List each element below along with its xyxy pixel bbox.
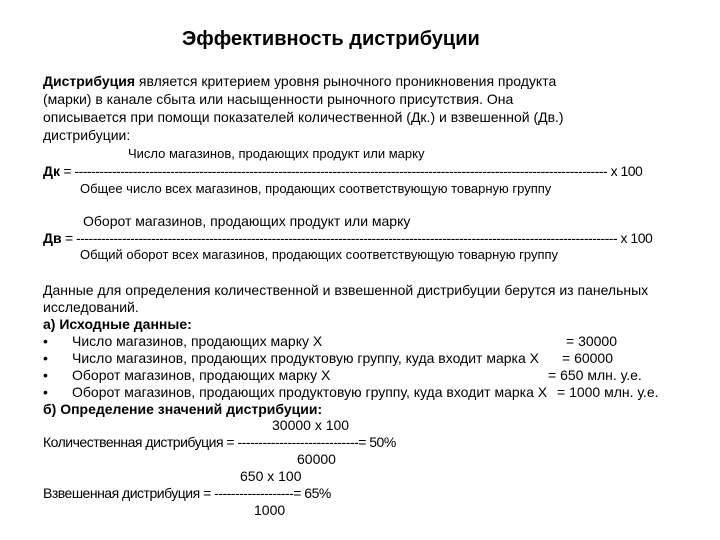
intro-line-1 <box>43 72 556 90</box>
data-source-line-2: исследований. <box>43 299 139 315</box>
intro-line-1-rest: является критерием уровня рыночного проникновения продукта <box>135 73 557 89</box>
page-title: Эффективность дистрибуции <box>182 28 480 50</box>
qty-numerator: 30000 х 100 <box>272 417 350 433</box>
list-item-value: = 1000 млн. у.е. <box>557 384 659 400</box>
data-source-line-1: Данные для определения количественной и взвешенной дистрибуции берутся из панельных <box>43 282 649 298</box>
list-item-text: Оборот магазинов, продающих марку Х <box>72 367 331 383</box>
weighted-numerator: 650 х 100 <box>240 468 302 484</box>
list-item-text: Число магазинов, продающих марку Х <box>72 333 323 349</box>
bullet-icon: • <box>43 384 48 400</box>
intro-line-3: описывается при помощи показателей количественной (Дк.) и взвешенной (Дв.) <box>43 109 564 125</box>
intro-term: Дистрибуция <box>43 73 136 89</box>
list-item-text: Оборот магазинов, продающих продуктовую группу, куда входит марка Х <box>72 384 548 400</box>
formula-dv-label: Дв <box>43 230 62 246</box>
formula-dv-fraction: = ---------------------------------------------------------------------------------------------------------------------------------- х 100 <box>61 230 653 246</box>
bullet-icon: • <box>43 350 48 366</box>
list-item-text: Число магазинов, продающих продуктовую группу, куда входит марка Х <box>72 350 539 366</box>
formula-dv-denominator: Общий оборот всех магазинов, продающих соответствующую товарную группу <box>80 247 559 262</box>
list-item-value: = 650 млн. у.е. <box>548 367 642 383</box>
intro-line-4: дистрибуции: <box>43 127 131 143</box>
list-item-value: = 60000 <box>562 350 613 366</box>
formula-dk-fraction: = -------------------------------------------------------------------------------------------------------------------------------- х 100 <box>59 163 643 179</box>
formula-dk-denominator: Общее число всех магазинов, продающих соответствующую товарную группу <box>80 181 552 196</box>
intro-line-2: (марки) в канале сбыта или насыщенности рыночного присутствия. Она <box>43 91 514 107</box>
weighted-denominator: 1000 <box>254 502 286 518</box>
formula-dv-numerator: Оборот магазинов, продающих продукт или марку <box>83 213 411 229</box>
formula-dk-numerator: Число магазинов, продающих продукт или марку <box>128 146 425 161</box>
list-item-value: = 30000 <box>566 333 617 349</box>
formula-dk-label: Дк <box>43 163 60 179</box>
qty-formula-line: Количественная дистрибуция = -----------------------------= 50% <box>43 434 396 450</box>
formula-dv-line <box>43 229 652 247</box>
bullet-icon: • <box>43 367 48 383</box>
section-a-heading: а) Исходные данные: <box>43 316 192 332</box>
bullet-icon: • <box>43 333 48 349</box>
qty-denominator: 60000 <box>297 451 336 467</box>
section-b-heading: б) Определение значений дистрибуции: <box>43 401 323 417</box>
weighted-formula-line: Взвешенная дистрибуция = -------------------= 65% <box>43 485 331 501</box>
formula-dk-line <box>43 162 642 180</box>
